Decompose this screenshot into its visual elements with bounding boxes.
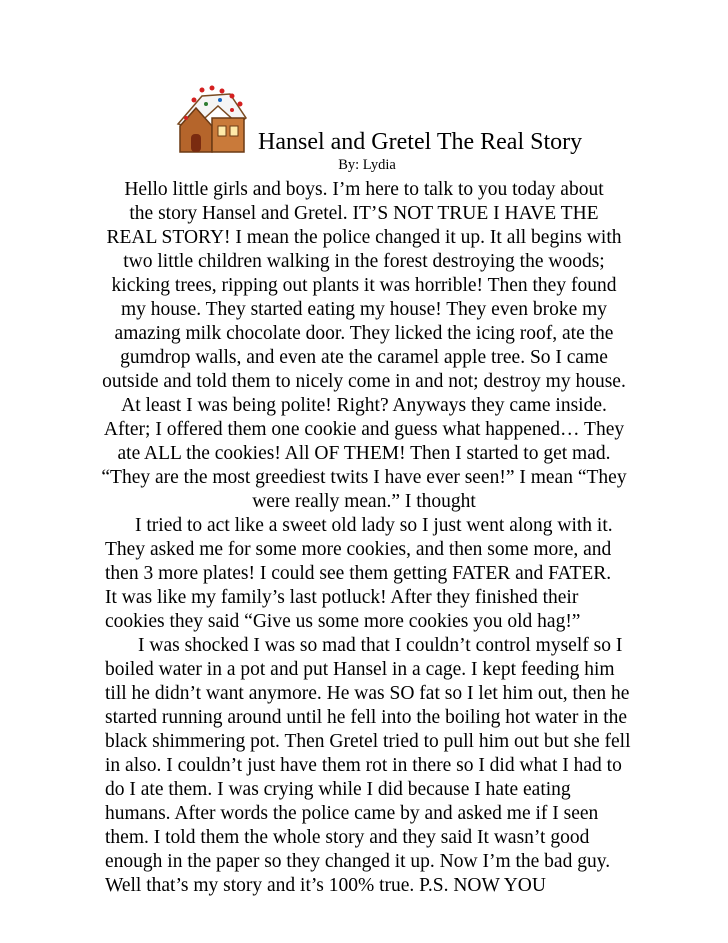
text-line: At least I was being polite! Right? Anyways they came inside. — [121, 395, 607, 416]
text-line: “They are the most greediest twits I have ever seen!” I mean “They — [101, 467, 627, 488]
text-line: REAL STORY! I mean the police changed it up. It all begins with — [106, 227, 622, 248]
text-line: boiled water in a pot and put Hansel in a cage. I kept feeding him — [105, 659, 615, 680]
text-line: After; I offered them one cookie and guess what happened… They — [103, 419, 625, 440]
text-line: my house. They started eating my house! They even broke my — [120, 299, 608, 320]
text-line: gumdrop walls, and even ate the caramel apple tree. So I came — [120, 347, 608, 368]
text-line: started running around until he fell into the boiling hot water in the — [105, 707, 628, 728]
text-line: humans. After words the police came by and asked me if I seen — [105, 803, 599, 824]
text-line: I tried to act like a sweet old lady so I just went along with it. — [135, 515, 613, 536]
text-line: do I ate them. I was crying while I did because I hate eating — [105, 779, 571, 800]
text-line: They asked me for some more cookies, and then some more, and — [105, 539, 612, 560]
text-line: It was like my family’s last potluck! After they finished their — [105, 587, 579, 608]
text-line: I was shocked I was so mad that I couldn’t control myself so I — [138, 635, 623, 656]
text-line: amazing milk chocolate door. They licked the icing roof, ate the — [114, 323, 614, 344]
text-line: till he didn’t want anymore. He was SO fat so I let him out, then he — [105, 683, 630, 704]
text-line: the story Hansel and Gretel. IT’S NOT TRUE I HAVE THE — [129, 203, 599, 224]
text-line: Well that’s my story and it’s 100% true. P.S. NOW YOU — [105, 875, 546, 896]
gingerbread-house-icon — [172, 84, 250, 156]
text-line: black shimmering pot. Then Gretel tried to pull him out but she fell — [105, 731, 631, 752]
text-line: in also. I couldn’t just have them rot in there so I did what I had to — [105, 755, 622, 776]
author-byline: By: Lydia — [338, 157, 396, 173]
text-line: cookies they said “Give us some more cookies you old hag!” — [105, 611, 581, 632]
text-line: kicking trees, ripping out plants it was horrible! Then they found — [111, 275, 617, 296]
text-line: two little children walking in the forest destroying the woods; — [123, 251, 605, 272]
document-title: Hansel and Gretel The Real Story — [258, 129, 583, 155]
text-line: Hello little girls and boys. I’m here to talk to you today about — [124, 179, 604, 200]
text-line: outside and told them to nicely come in and not; destroy my house. — [102, 371, 626, 392]
text-line: enough in the paper so they changed it up. Now I’m the bad guy. — [105, 851, 611, 872]
text-line: were really mean.” I thought — [252, 491, 476, 512]
text-line: ate ALL the cookies! All OF THEM! Then I started to get mad. — [117, 443, 611, 464]
text-line: them. I told them the whole story and they said It wasn’t good — [105, 827, 590, 848]
text-line: then 3 more plates! I could see them getting FATER and FATER. — [105, 563, 612, 584]
